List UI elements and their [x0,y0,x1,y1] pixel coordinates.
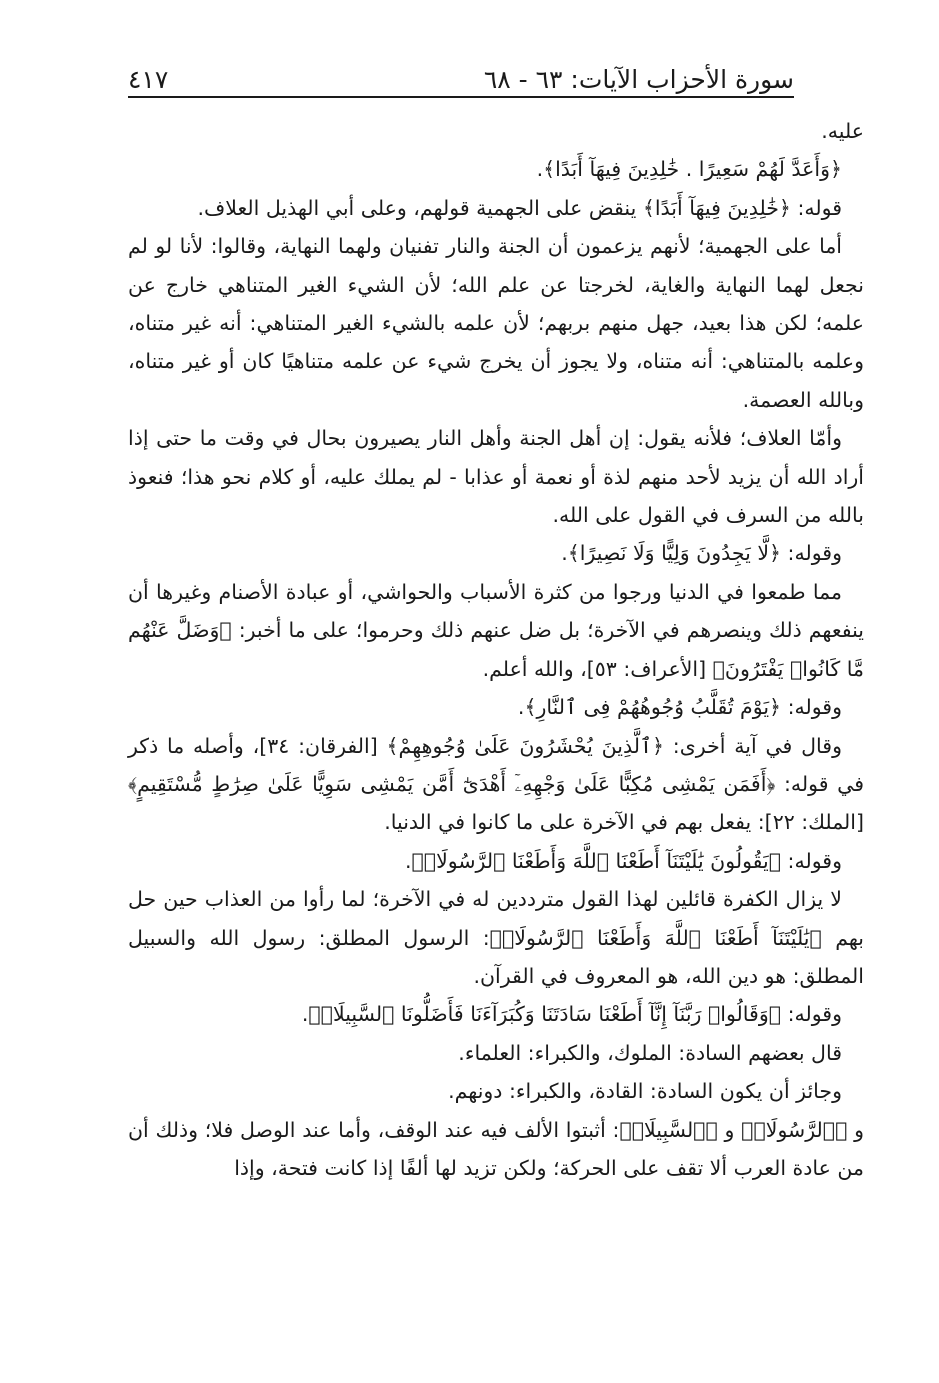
page-number: ٤١٧ [128,65,169,94]
paragraph: و ﴿ٱلرَّسُولَا۠﴾ و ﴿ٱلسَّبِيلَا۠﴾: أثبتوا الألف فيه عند الوقف، وأما عند الوصل فلا؛ وذلك أن من عادة العرب ألا تقف على الحركة؛ ولكن تزيد لها ألفًا إذا كانت فتحة، وإذا [128,1117,864,1180]
paragraph: وجائز أن يكون السادة: القادة، والكبراء: دونهم. [448,1079,842,1104]
paragraph: وأمّا العلاف؛ فلأنه يقول: إن أهل الجنة وأهل النار يصيرون بحال في وقت ما حتى إذا أراد الله أن يزيد لأحد منهم لذة أو نعمة أو عذابا - لم يملك عليه، أو كلام نحو هذا؛ فنعوذ بالله من السرف في القول على الله. [128,426,864,528]
paragraph: لا يزال الكفرة قائلين لهذا القول مترددين له في الآخرة؛ لما رأوا من العذاب حين حل بهم ﴿يَٰلَيْتَنَآ أَطَعْنَا ٱللَّهَ وَأَطَعْنَا ٱلرَّسُولَا۠﴾: الرسول المطلق: رسول الله والسبيل المطلق: هو دين الله، هو المعروف في القرآن. [128,887,864,988]
main-text [128,112,864,1187]
paragraph: مما طمعوا في الدنيا ورجوا من كثرة الأسباب والحواشي، أو عبادة الأصنام وغيرها أن ينفعهم ذلك وينصرهم في الآخرة؛ بل ضل عنهم ذلك وحرموا؛ على ما أخبر: ﴿وَضَلَّ عَنْهُم مَّا كَانُوا۟ يَفْتَرُونَ﴾ [الأعراف: ٥٣]، والله أعلم. [128,579,864,681]
running-title: سورة الأحزاب الآيات: ٦٣ - ٦٨ [483,65,794,94]
paragraph: قال بعضهم السادة: الملوك، والكبراء: العلماء. [458,1040,842,1065]
paragraph: قوله: ﴿خَٰلِدِينَ فِيهَآ أَبَدًا﴾ ينقض على الجهمية قولهم، وعلى أبي الهذيل العلاف. [197,195,842,220]
quran-verse: وقوله: ﴿يَقُولُونَ يَٰلَيْتَنَآ أَطَعْنَا ٱللَّهَ وَأَطَعْنَا ٱلرَّسُولَا۠﴾. [404,848,842,873]
running-header [128,50,794,98]
paragraph: أما على الجهمية؛ لأنهم يزعمون أن الجنة والنار تفنيان ولهما النهاية، وقالوا: لأنا لو لم نجعل لهما النهاية والغاية، لخرجتا عن علم الله؛ لأن الشيء الغير المتناهي خارج عن علمه؛ لكن هذا بعيد، جهل منهم بربهم؛ لأن علمه بالشيء الغير المتناهي: أنه غير متناه، وعلمه بالمتناهي: أنه متناه، ولا يجوز أن يخرج شيء عن علمه متناهيًا كان أو غير متناه، وبالله العصمة. [128,234,864,412]
paragraph: عليه. [821,119,864,143]
quran-verse: وقوله: ﴿وَقَالُوا۟ رَبَّنَآ إِنَّآ أَطَعْنَا سَادَتَنَا وَكُبَرَآءَنَا فَأَضَلُّونَا ٱلسَّبِيلَا۠﴾. [301,1002,842,1027]
quran-verse: وقوله: ﴿يَوْمَ تُقَلَّبُ وُجُوهُهُمْ فِى ٱلنَّارِ﴾. [517,695,842,720]
quran-verse: ﴿وَأَعَدَّ لَهُمْ سَعِيرًا . خَٰلِدِينَ فِيهَآ أَبَدًا﴾. [536,157,842,182]
paragraph: وقال في آية أخرى: ﴿ٱلَّذِينَ يُحْشَرُونَ عَلَىٰ وُجُوهِهِمْ﴾ [الفرقان: ٣٤]، وأصله ما ذكر في قوله: ﴿أَفَمَن يَمْشِى مُكِبًّا عَلَىٰ وَجْهِهِۦٓ أَهْدَىٰٓ أَمَّن يَمْشِى سَوِيًّا عَلَىٰ صِرَٰطٍ مُّسْتَقِيمٍ﴾ [الملك: ٢٢]: يفعل بهم في الآخرة على ما كانوا في الدنيا. [128,733,864,835]
quran-verse: وقوله: ﴿لَّا يَجِدُونَ وَلِيًّا وَلَا نَصِيرًا﴾. [561,541,842,566]
